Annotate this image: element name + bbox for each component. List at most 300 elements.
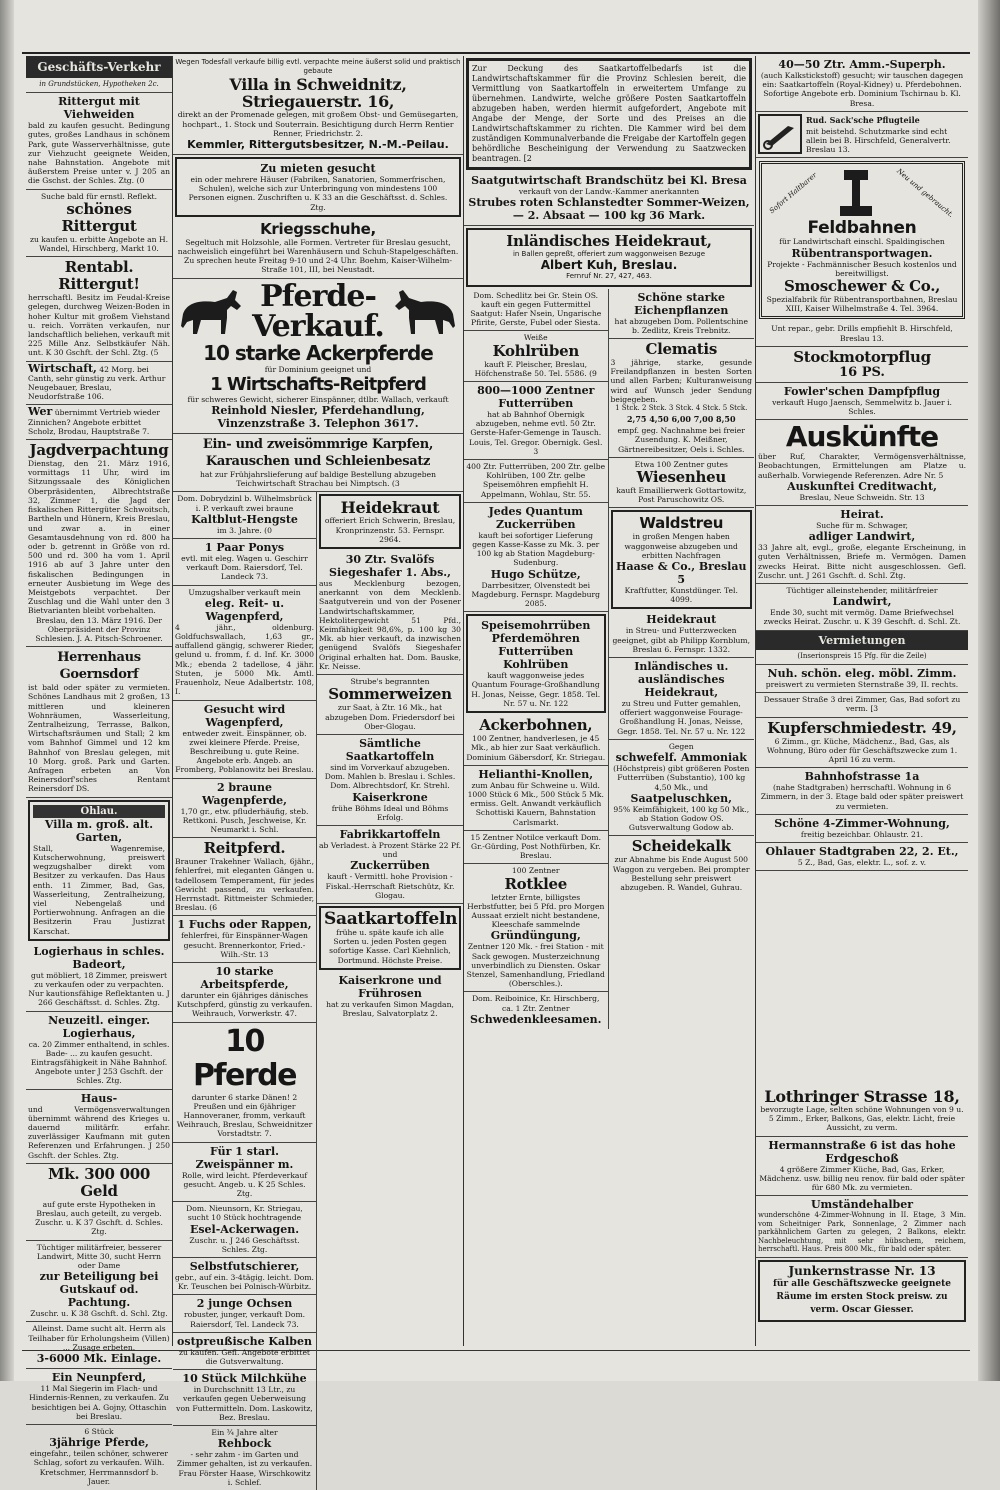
ad-title: 10 starke Arbeitspferde,: [200, 964, 289, 991]
ad-text: 15 Zentner Notilce verkauft Dom. Gr.-Gürding, Post Nothfürben, Kr. Breslau.: [470, 832, 601, 861]
ad-text: ab Verladest. à Prozent Stärke 22 Pf. und: [319, 840, 461, 860]
ad-text: 6 Stück: [84, 1426, 114, 1436]
ad-text: für Dominium geeignet und: [264, 364, 372, 374]
ad-title: Heidekraut: [646, 613, 717, 627]
ad-text: Tüchtiger alleinstehender, militärfreier: [786, 586, 938, 596]
ad-text: sind im Vorverkauf abzugeben. Dom. Mahlen b. Breslau i. Schles. Dom. Albrechtsdorf, Kr. Strehl.: [324, 762, 456, 791]
ad-title: Sommerweizen: [328, 685, 452, 704]
classified-ad: [756, 383, 968, 420]
ad-text: Neu und gebraucht.: [894, 166, 955, 219]
ad-text: 33 Jahre alt, evgl., große, elegante Erscheinung, in guten Verhältnissen, Briefe m. Vermögen. Damen zwecks Heirat. Bitte nicht ausgeschlossen. Gefl. Zuschr. unt. J 261 Gschft. d. Schl. Ztg.: [758, 543, 966, 580]
ad-title: Jagdverpachtung: [29, 441, 169, 460]
ad-text: zu Streu und Futter gemahlen, offeriert waggonweise Fourage-Großhandlung H. Jonas, Neisse, Gegr. 1858. Tel. Nr. 57 u. Nr. 122: [617, 699, 746, 736]
classified-ad: [173, 1370, 316, 1426]
classified-ad: [756, 815, 968, 843]
ad-text: und Vermögensverwaltungen übernimmt während des Krieges u. dauernd militärfr. erfahr. zuverlässiger Kaufmann mit guten Referenzen und Erfahrungen. J 250 Gschft. der Schles. Ztg.: [28, 1104, 170, 1160]
classified-ad: [173, 1258, 316, 1295]
ad-text: Brauner Trakehner Wallach, 6jähr., fehlerfrei, mit eleganten Gängen u. tadellosem Temperament, für jedes Gewicht passend, zu verkaufen. Herrnstadt. Rittmeister Schmieder, Breslau. (6: [175, 857, 314, 913]
classified-ad: [317, 735, 463, 826]
classified-ad: [26, 647, 172, 797]
rental-ad-block: [756, 1086, 968, 1324]
horse-banner: [177, 278, 459, 344]
classified-ad: [173, 963, 316, 1023]
classified-ad: [317, 551, 463, 675]
classified-ad: [464, 331, 608, 382]
classified-ad: [26, 440, 172, 647]
ad-text: Zuschr. u. K 38 Gschft. d. Schl. Ztg.: [30, 1309, 168, 1319]
classified-ad: [756, 768, 968, 815]
ad-title: Rübentransportwagen.: [791, 246, 933, 260]
classified-ad: [26, 405, 172, 440]
ad-text: Zuschr. u. J 246 Geschäftsst. Schles. Ztg.: [189, 1235, 300, 1254]
classified-ad: [173, 838, 316, 916]
ad-title: Sämtliche Saatkartoffeln: [345, 736, 435, 763]
ad-text: 1,70 gr., etw. pfluderhäufig, steb. Rettkoni. Pusch, Jeschweise, Kr. Neumarkt i. Schl.: [180, 806, 309, 834]
classified-ad: [759, 161, 965, 319]
classified-ad: [26, 190, 172, 258]
ad-title: Zu mieten gesucht: [260, 162, 376, 176]
ad-text: Strube's begrannten: [350, 677, 430, 687]
ad-text: Ende 30, sucht mit vermög. Dame Briefwechsel zwecks Heirat. Zuschr. u. K 39 Geschft. d. Schl. Zt.: [763, 608, 961, 627]
ad-title: Herrenhaus Goernsdorf: [57, 650, 141, 683]
ad-text: in Ballen gepreßt, offeriert zum waggonweisen Bezuge: [512, 250, 706, 259]
classified-ad: [464, 289, 608, 332]
classified-ad: [611, 510, 753, 609]
ad-text: Zur Deckung des Saatkartoffelbedarfs ist die Landwirtschaftskammer für die Provinz Schlesien bereit, die Vermittlung von Saatkartoffeln in erweitertem Umfange zu übernehmen. Landwirte, welche größere Posten Saatkartoffeln abzugeben haben, werden hiermit aufgefordert, Angebote mit Angabe der Menge, der Sorte und des Preises an die Landwirtschaftskammer zu richten. Die Kammer wird bei dem zuständigen Kommunalverbande die Freigabe der Kartoffeln gegen behördliche Bescheinigung der Verwendung zu Saatzwecken beantragen. [2: [472, 64, 747, 163]
ad-subcolumn: [609, 289, 755, 1029]
classified-ad: [609, 611, 755, 658]
classified-ad: [26, 93, 172, 189]
ad-title: 30 Ztr. Svalöfs Siegeshafer 1. Abs.,: [329, 553, 451, 580]
ad-text: 6 Zimm., gr. Küche, Mädchenz., Bad, Gas, als Wohnung, Büro oder für Geschäftszwecke zum 1. April 16 zu verm.: [766, 736, 958, 764]
column-2: [173, 56, 463, 1487]
classified-ad: [758, 1260, 966, 1322]
ad-title: Scheidekalk: [631, 837, 731, 856]
ad-text: Dom. Reiboinice, Kr. Hirschberg, ca. 1 Ztr. Zentner: [472, 994, 600, 1013]
ad-text: zur Abnahme bis Ende August 500 Waggon zu vergeben. Bei prompter Bestellung sehr preiswert abzugeben. R. Wandel, Guhrau.: [612, 855, 750, 892]
classified-ad: [319, 494, 461, 549]
classified-ad: [26, 257, 172, 361]
classified-ad: [173, 1023, 316, 1143]
ad-signature: Breslau, den 13. März 1916. Der Oberpräsident der Provinz Schlesien. J. A. Pitsch-Schroener.: [35, 615, 163, 643]
classified-ad: [756, 112, 968, 159]
ad-text: eingefahr., teilen schöner, schwerer Schlag, sofort zu verkaufen. Wilh. Kretschmer, Herrmannsdorf b. Jauer.: [29, 1449, 169, 1486]
ad-text: Dienstag, den 21. März 1916, vormittags 11 Uhr, wird im Sitzungssaale des Königlichen Oberpräsidenten, Albrechtstraße 32, Zimmer 1, die Jagd der fiskalischen Rittergüter Schwoitsch, Bartheln und Hünern, Kreis Breslau, und zwar a. in einer Gesamtausdehnung von rd. 800 ha oder b. getrennt in Größe von rd. 500 und rd. 300 ha vom 1. April 1916 ab auf 3 Jahre unter den fiskalischen Bedingungen in erneuter Ausbietung im Wege des Meistgebots verpachtet. Der Zuschlag und die Wahl unter den 3 Bietvarianten bleibt vorbehalten.: [28, 459, 170, 616]
plough-trademark-icon: [758, 114, 802, 154]
ad-title: Neuzeitl. einger. Logierhaus,: [48, 1013, 150, 1040]
classified-ad: [317, 675, 463, 735]
ad-title: Heidekraut: [340, 498, 440, 518]
ad-text: 3 jährige, starke, gesunde Freilandpflanzen in besten Sorten und allen Farben; Kulturanweisung wird auf Wunsch jeder Sendung beigegeben.: [610, 358, 752, 404]
classified-ad: [317, 972, 463, 1021]
classified-ad: [464, 382, 608, 460]
ad-text: kauft Emaillierwerk Gottartowitz, Post Paruschowitz OS.: [616, 486, 747, 505]
classified-ad: [26, 1012, 172, 1090]
classified-ad: [756, 347, 968, 383]
ad-text: 100 Zentner: [511, 866, 560, 876]
ad-title: Ein Neunpferd,: [51, 1371, 147, 1385]
ad-title: Logierhaus in schles. Badeort,: [33, 944, 165, 971]
horse-icon: [177, 284, 247, 340]
classified-ad: [26, 1322, 172, 1369]
ad-text: entweder zweit. Einspänner, ob. zwei kleinere Pferde. Preise, Beschreibung u. gute Reine. Angebote erb. Angeb. an Fromberg, Poblanowitz bei Breslau.: [175, 728, 314, 775]
ad-title: 10 Stück Milchkühe: [182, 1372, 307, 1386]
ad-title: Selbstfutschierer,: [189, 1260, 300, 1273]
ad-text: Suche für m. Schwager,: [816, 521, 908, 531]
ad-text: darunter ein 6jähriges dänisches Kutschpferd, günstig zu verkaufen. Weihrauch, Vorwerkstr. 47.: [176, 990, 313, 1019]
ad-text: Breslau, Neue Schweidn. Str. 13: [799, 492, 925, 502]
ad-title: Clematis: [645, 340, 717, 359]
classified-ad: [464, 831, 608, 865]
ad-title: Esel-Ackerwagen.: [189, 1222, 300, 1236]
ad-text: 42 Morg. bei Canth, sehr günstig zu verk. Arthur Neugebauer, Breslau, Neudorfstraße 106.: [28, 364, 166, 402]
classified-ad: [756, 506, 968, 584]
classified-ad: [173, 1333, 316, 1370]
ad-text: kauft F. Pleischer, Breslau, Höfchenstraße 50. Tel. 5586. (9: [474, 359, 597, 378]
section-subheader: (Inserionspreis 15 Pfg. für die Zeile): [756, 650, 968, 665]
ad-text: 4 jähr., oldenburg. Goldfuchswallach, 1,63 gr., auffallend gängig, schwerer Rieder, gelund u. fromm, f. d. Inf. Kr. 3000 Mk.; ebenda 2 tadellose, 4 jähr. Stuten, je 5000 Mk. Amtl. Frauenholz, Neue Adalbertstr. 108, I.: [175, 622, 314, 697]
scan-edge-left: [0, 0, 14, 1381]
classified-ad: [756, 584, 968, 631]
ad-title: Kohlrüben: [492, 341, 579, 360]
ad-header: Ohlau.: [33, 805, 165, 818]
ad-text: 95% Keimfähigkeit, 100 kg 50 Mk., ab Station Godow OS. Gutsverwaltung Godow ab.: [613, 804, 750, 833]
ad-text: direkt an der Promenade gelegen, mit großem Obst- und Gemüsegarten, hochpart., 1. Stock und Souterrain. Besichtigung durch Herrn Rentier Renner, Friedrichstr. 2.: [177, 110, 459, 138]
ad-title: Umständehalber: [810, 1198, 914, 1212]
ad-title: Auskunftei Creditwacht,: [787, 479, 937, 493]
ad-title: Kaltblut-Hengste: [191, 512, 298, 526]
classified-ad: [756, 1086, 968, 1137]
ad-text: über Ruf, Charakter, Vermögensverhältnisse, Beobachtungen, Ermittelungen am Platze u. außerhalb. Vorwiegende Referenzen. Adre Nr. 5: [758, 452, 966, 480]
ad-title: Ein- und zweisömmrige Karpfen, Karauschen und Schleienbesatz: [202, 437, 434, 470]
ad-title: Jedes Quantum Zuckerrüben: [488, 504, 583, 531]
ad-text: in großen Mengen haben waggonweise abzugeben und erbitten Nachfragen: [624, 532, 738, 560]
ad-text: (nahe Stadtgraben) herrschaftl. Wohnung in 6 Zimmern, in der 3. Etage bald oder später preiswert zu vermieten.: [760, 783, 964, 811]
price-table-header: 1 Stck. 2 Stck. 3 Stck. 4 Stck. 5 Stck.: [615, 404, 748, 413]
ad-title: Reitpferd.: [203, 839, 286, 858]
ad-title: Saatkartoffeln: [324, 908, 458, 929]
ad-text: verkauft von der Landw.-Kammer anerkannten: [518, 187, 700, 196]
classified-ad: [173, 434, 463, 492]
ad-title: Fowler'schen Dampfpflug: [783, 384, 941, 398]
ad-title: Kupferschmiedestr. 49,: [767, 718, 957, 737]
ad-text: 5 Z., Bad, Gas, elektr. L., sof. z. v.: [797, 857, 927, 867]
ad-text: Dessauer Straße 3 drei Zimmer, Gas, Bad sofort zu verm. [3: [763, 695, 961, 714]
ad-text: preiswert zu vermieten Sternstraße 39, II. rechts.: [765, 679, 959, 689]
ad-text: zur Saat, à Ztr. 16 Mk., hat abzugeben Dom. Friedersdorf bei Ober-Glogau.: [325, 703, 455, 731]
ad-title: Rehbock: [217, 1437, 272, 1451]
ad-text: 16 PS.: [839, 364, 885, 380]
ad-text: letzter Ernte, billigstes Herbstfutter, bei 5 Pfd. pro Morgen Aussaat erzielt nicht bestandene, Kleeschafe sammelnde: [467, 892, 605, 930]
ad-title: Hermannstraße 6 ist das hohe Erdgeschoß: [768, 1138, 956, 1165]
ad-text: hat ab Bahnhof Obernigk abzugeben, nehme evtl. 50 Ztr. Gerste-Hafer-Gemenge in Tausch. Louis, Tel. Gregor. Obernigk. Gesl. 3: [469, 410, 603, 456]
classified-ad: [28, 800, 170, 941]
ad-text: bald zu kaufen gesucht. Bedingung gutes, großes Landhaus in schönem Park, gute Wasserverhältnisse, gute zur Viehzucht geeignete Weiden, nahe Bahnstation. Angebote mit äußerstem Preise unter v. J 205 an die Gschst. der Schles. Ztg. (0: [28, 121, 170, 186]
ad-title: Helianthi-Knollen,: [478, 767, 594, 781]
price-table-values: 2,75 4,50 6,00 7,00 8,50: [626, 414, 736, 425]
classified-ad: [319, 906, 461, 970]
ad-text: hat zu verkaufen Simon Magdan, Breslau, Salvatorplatz 2.: [326, 999, 454, 1018]
ad-title: Feldbahnen: [807, 218, 917, 239]
ad-text: 100 Zentner, handverlesen, je 45 Mk., ab hier zur Saat verkäuflich. Dominium Gäbersdorf, Kr. Striegau.: [466, 734, 606, 762]
ad-text: gebr., auf ein. 3-4tägig. leicht. Dom. Kr. Teuschen bei Polnisch-Würbitz.: [175, 1273, 314, 1292]
ad-title: 10 starke Ackerpferde: [203, 340, 433, 365]
ad-text: Darrbesitzer, Olvenstedt bei Magdeburg. Fernspr. Magdeburg 2085.: [471, 580, 601, 609]
ad-title: 2 junge Ochsen: [196, 1297, 293, 1311]
classified-ad: [26, 1425, 172, 1489]
ad-text: Kraftfutter, Kunstdünger. Tel. 4099.: [624, 586, 738, 605]
ad-text: für alle Geschäftszwecke geeignete Räume im ersten Stock preisw. zu verm. Oscar Giesser.: [772, 1278, 952, 1315]
ad-title: ostpreußische Kalben: [177, 1334, 312, 1348]
classified-ad: [609, 458, 755, 509]
column-1: [26, 56, 172, 1486]
classified-ad: [173, 279, 463, 434]
classified-ad: [26, 362, 172, 406]
classified-ad: [464, 503, 608, 612]
ad-text: offeriert Erich Schwerin, Breslau, Kronprinzenstr. 53. Fernspr. 2964.: [324, 516, 456, 544]
ad-title: adliger Landwirt,: [808, 530, 916, 544]
ad-text: für schweres Gewicht, sicherer Einspänner, dtlbr. Wallach, verkauft: [187, 394, 449, 404]
ad-title: Landwirt,: [832, 595, 892, 609]
ad-title: Nuh. schön. eleg. möbl. Zimm.: [767, 666, 957, 680]
ad-title: zur Beteiligung bei Gutskauf od. Pachtung.: [39, 1270, 159, 1310]
ad-text: herrschaftl. Besitz im Feudal-Kreise gelegen, durchweg Weizen-Boden in hoher Kultur mit großem Viehstand u. reich. Vorräten verkaufen, nur landschaftlich beliehen, verkauft mit 225 Mille Anz. Selbstkäufer Näh. unt. K 30 Gschft. der Schl. Ztg. (5: [28, 293, 170, 358]
ad-title: Strubes roten Schlanstedter Sommer-Weizen,: [468, 196, 750, 210]
ad-title: Für 1 starl. Zweispänner m.: [195, 1144, 294, 1171]
ad-text: fehlerfrei, für Einspänner-Wagen gesucht. Brennerkontor, Fried.-Wilh.-Str. 13: [181, 931, 308, 959]
ad-text: in Durchschnitt 13 Ltr., zu verkaufen gegen Ueberweisung von Futtermitteln. Dom. Laskowitz, Bez. Breslau.: [176, 1385, 313, 1422]
ad-text: evtl. mit eleg. Wagen u. Geschirr verkauft Dom. Raiersdorf, Tel. Landeck 73.: [181, 554, 308, 582]
ad-text: Gegen: [668, 741, 694, 751]
classified-ad: [609, 836, 755, 895]
classified-ad: [173, 779, 316, 839]
classified-ad: [464, 864, 608, 992]
ad-title: Ackerbohnen,: [479, 716, 593, 735]
ad-title: Heirat.: [840, 508, 884, 522]
ad-title: Mk. 300 000 Geld: [48, 1164, 150, 1200]
top-rule: [22, 52, 970, 54]
ad-text: Rolle, wird leicht. Pferdeverkauf gesucht. Angeb. u. K 25 Schles. Ztg.: [181, 1170, 308, 1198]
ad-title: Schöne 4-Zimmer-Wohnung,: [774, 816, 950, 830]
ad-title: Ohlauer Stadtgraben 22, 2. Et.,: [765, 844, 959, 858]
classified-ad: [464, 766, 608, 831]
ad-text: ein oder mehrere Häuser (Fabriken, Sanatorien, Sommerfrischen, Schulen), welche sich zur Unterbringung von mindestens 100 Personen eignen. Zuschriften u. K 33 an die Geschäftsst. d. Schles. Ztg.: [188, 175, 448, 212]
ad-text: Dom. Dobrydzinl b. Wilhelmsbrück i. P. verkauft zwei braune: [177, 494, 312, 513]
ad-text: kauft - Vermittl. hohe Provision - Fiskal.-Herrschaft Rietschütz, Kr. Glogau.: [325, 872, 455, 900]
ad-text: Spezialfabrik für Rübentransportbahnen, Breslau XIII, Kaiser Wilhelmstraße 4. Tel. 3964.: [766, 295, 958, 314]
classified-ad: [173, 1295, 316, 1332]
ad-title: Pferde-Verkauf.: [252, 278, 384, 344]
ad-title: 3jährige Pferde,: [49, 1436, 149, 1450]
section-header: Vermietungen: [756, 631, 968, 650]
ad-subcolumn: [173, 492, 317, 1490]
ad-title: Albert Kuh, Breslau.: [540, 258, 678, 273]
ad-text: mit beistehd. Schutzmarke sind echt allein bei B. Hirschfeld, Generalvertr. Breslau 13.: [806, 126, 951, 155]
ad-title: Junkernstrasse Nr. 13: [788, 1263, 936, 1278]
ad-text: Stall, Wagenremise, Kutscherwohnung, preiswert wegzugshalber direkt vom Besitzer zu verkaufen. Das Haus enth. 11 Zimmer, Bad, Gas, Wasserleitung, Zentralheizung, viel Nebengelaß und Portierwohnung. Anfragen an die Besitzerin Frau Justizrat Karschat.: [33, 843, 165, 936]
ad-subcolumn: [464, 289, 609, 1029]
classified-ad: [756, 843, 968, 871]
ad-text: Dom. Nieunsorn, Kr. Striegau, sucht 10 Stück hochtragende: [186, 1204, 303, 1223]
classified-ad: [464, 992, 608, 1028]
ad-title: Wer: [28, 405, 53, 419]
ad-text: ca. 20 Zimmer enthaltend, in schles. Bade- ... zu kaufen gesucht. Eintragsfähigkeit in Nähe Bahnhof. Angebote unter J 253 Gschft. der Schles. Ztg.: [28, 1039, 170, 1086]
ad-text: (auch Kalkstickstoff) gesucht; wir tauschen dagegen ein: Saatkartoffeln (Royal-Kidney) u. Pferdebohnen. Sofortige Angebote erb. Dominium Tschirnau b. Kl. Bresa.: [760, 71, 964, 108]
ad-text: (Höchstpreis) gibt größeren Posten Futterrüben (Substantio), 100 kg 4,50 Mk., und: [613, 764, 750, 792]
ad-title: Inländisches Heidekraut,: [506, 232, 712, 251]
ad-title: Villa m. groß. alt. Garten,: [44, 817, 154, 844]
ad-text: verkauft Hugo Jaensch, Semmelwitz b. Jauer i. Schles.: [772, 397, 952, 417]
ad-text: ist bald oder später zu vermieten. Schönes Landhaus mit 2 großen, 13 mittleren und kleineren Wohnräumen, Wasserleitung, Zentralheizung, Terrasse, Balkon, Wirtschaftsräumen und Stall; 2 km vom Bahnhof Gimmel und 12 km Bahnhof von Breslau gelegen, mit 10 Morg. groß. Park und Garten. Anfragen erbeten an Von Reinersdorf'sches Rentamt Reinersdorf DS.: [28, 683, 170, 794]
ad-title: Haase & Co., Breslau 5: [616, 560, 747, 587]
ad-title: 10 Pferde: [192, 1023, 296, 1093]
ad-text: darunter 6 starke Dänen! 2 Preußen und ein 6jähriger Hannoveraner, fromm, verkauft Weihrauch, Breslau, Schweidnitzer Vorstadtstr. 7.: [176, 1092, 313, 1139]
ad-text: wunderschöne 4-Zimmer-Wohnung in II. Etage, 3 Min. vom Scheitniger Park, Sonnenlage, 2 Zimmer nach parkähnlichem Garten zu gelegen, 2 Balkons, elektr. Nachbeleuchtung, mit sehr hübschem, reichem, herrschaftl. Haus. Preis 800 Mk., für bald oder später.: [758, 1211, 966, 1254]
ad-text: kauft bei sofortiger Lieferung gegen Kasse-Kasse zu Mk. 3. per 100 kg ab Station Magdeburg-Sudenburg.: [472, 530, 600, 568]
scan-edge-right: [978, 0, 1000, 1381]
classified-ad: [173, 56, 463, 155]
classified-ad: [26, 1241, 172, 1323]
classified-ad: [173, 1426, 316, 1490]
ad-text: Weiße: [523, 333, 548, 343]
classified-ad: [609, 740, 755, 836]
classified-ad: [173, 1202, 316, 1258]
classified-ad: [464, 172, 754, 226]
ad-title: Rittergut mit Viehweiden: [58, 95, 140, 122]
ad-text: auf gute erste Hypotheken in Breslau, auch geteilt, zu vergeb. Zuschr. u. K 37 Gschft. d. Schles. Ztg.: [35, 1199, 163, 1237]
classified-ad: [173, 539, 316, 586]
ad-text: Unt repar., gebr. Drills empfiehlt B. Hirschfeld, Breslau 13.: [771, 324, 953, 343]
ad-text: Tüchtiger militärfreier, besserer Landwirt, Mitte 30, sucht Herrn oder Dame: [36, 1242, 162, 1271]
classified-ad: [466, 58, 752, 170]
ad-text: gut möbliert, 18 Zimmer, preiswert zu verkaufen oder zu verpachten. Nur kautionsfähige Reflektanten u. J 266 Geschäftsst. d. Schles. Ztg.: [28, 970, 170, 1008]
ad-title: Schwedenkleesamen.: [470, 1012, 602, 1026]
ad-signature: Kemmler, Rittergutsbesitzer, N.-M.-Peilau.: [187, 138, 449, 152]
ad-title: Stockmotorpflug: [793, 347, 931, 366]
classified-ad: [26, 1090, 172, 1164]
classified-ad: [756, 718, 968, 769]
classified-ad: [464, 715, 608, 766]
ad-text: Projekte - Fachmännischer Besuch kostenlos und bereitwilligst.: [767, 259, 957, 278]
classified-ad: [609, 339, 755, 458]
ad-title: 1 Paar Ponys: [204, 541, 285, 555]
ad-title: Zuckerrüben: [350, 859, 430, 873]
classified-ad: [756, 56, 968, 112]
ad-title: 2 braune Wagenpferde,: [202, 780, 287, 807]
classified-ad: [756, 1196, 968, 1258]
ad-text: aus Mecklenburg bezogen, anerkannt von dem Mecklenb. Saatgutverein und von der Posener Landwirtschaftskammer, Hektolitergewicht 51 Pfd., Keimfähigkeit 98,6%, p. 100 kg 30 Mk. ab hier verkauft, da inzwischen genügend Svalöfs Siegeshafer Original erhalten hat. Dom. Bauske, Kr. Neisse.: [319, 579, 461, 671]
ad-title: Inländisches u. ausländisches Heidekraut,: [634, 660, 729, 700]
ad-title: Villa in Schweidnitz, Striegauerstr. 16,: [229, 75, 407, 112]
ad-text: hat abzugeben Dom. Pollentschine b. Zedlitz, Kreis Trebnitz.: [614, 316, 748, 335]
ad-text: zu kaufen. Gefl. Angebote erbittet die Gutsverwaltung.: [179, 1347, 310, 1367]
classified-ad: [175, 157, 461, 217]
ad-text: empf. geg. Nachnahme bei freier Zusendung. K. Meißner, Gärtnereibesitzer, Oels i. Schles.: [617, 426, 745, 454]
ad-title: Fabrikkartoffeln: [339, 827, 441, 841]
classified-ad: [756, 420, 968, 506]
classified-ad: [173, 492, 316, 539]
ad-text: Wegen Todesfall verkaufe billig evtl. verpachte meine äußerst solid und praktisch gebaute: [175, 58, 461, 76]
ad-text: Fernruf Nr. 27, 427, 463.: [566, 272, 652, 281]
ad-text: 4 größere Zimmer Küche, Bad, Gas, Erker, Mädchenz. usw. billig neu renov. für bald oder später für 680 Mk. zu vermieten.: [759, 1164, 965, 1193]
ad-title: Hugo Schütze,: [490, 567, 581, 581]
ad-text: Segeltuch mit Holzsohle, alle Formen. Vertreter für Breslau gesucht, nachweislich eingeführt bei Warenhäusern und Schuh-Stapelgeschäften. Zu sprechen heute Freitag 9-10 und 2-4 Uhr. Boehm, Kaiser-Wilhelm-Straße 101, III, bei Neustadt.: [177, 237, 459, 275]
classified-ad: [173, 1143, 316, 1203]
ad-text: kauft waggonweise jedes Quantum Fourage-Großhandlung H. Jonas, Neisse, Gegr. 1858. Tel. Nr. 57 u. Nr. 122: [471, 671, 601, 708]
classified-ad: [756, 665, 968, 693]
classified-ad: [609, 289, 755, 339]
column-3: [464, 56, 754, 1346]
ad-text: Zentner 120 Mk. - frei Station - mit Sack gewogen. Musterzeichnung unverbindlich zu Diensten. Oskar Stenzel, Samenhandlung, Friedland (Oberschles.).: [466, 942, 605, 989]
ad-title: Gesucht wird Wagenpferd,: [203, 702, 286, 729]
ad-title: Bahnhofstrasse 1a: [804, 770, 920, 784]
ad-title: 40—50 Ztr. Amm.-Superph.: [778, 58, 946, 71]
rail-profile-icon: [832, 166, 880, 220]
ad-title: Waldstreu: [639, 514, 724, 533]
classified-ad: [173, 701, 316, 779]
ad-subcolumn: [317, 492, 463, 1490]
ad-title: schönes Rittergut: [61, 199, 137, 235]
ad-signature: Reinhold Niesler, Pferdehandlung, Vinzenzstraße 3. Telephon 3617.: [211, 404, 425, 431]
ad-title: Auskünfte: [785, 420, 939, 454]
ad-text: hat zur Frühjahrslieferung auf baldige Bestellung abzugeben Teichwirtschaft Strachau bei Nimptsch. (3: [200, 470, 436, 489]
ad-title: Lothringer Strasse 18,: [764, 1087, 960, 1106]
classified-ad: [466, 614, 606, 713]
ad-text: zu kaufen u. erbitte Angebote an H. Wandel, Hirschberg, Markt 10.: [29, 234, 169, 254]
classified-ad: [756, 693, 968, 717]
ad-title: schwefelf. Ammoniak: [615, 751, 747, 765]
ad-title: Rotklee: [504, 874, 567, 893]
ad-text: übernimmt Vertrieb wieder Zinnichen? Angebote erbittet Scholz, Brodau, Hauptstraße 7.: [28, 408, 160, 436]
ad-text: in Streu- und Futterzwecken geeignet, gibt ab Philipp Kornblum, Breslau 6. Fernspr. 1332.: [612, 626, 751, 654]
classified-ad: [756, 322, 968, 346]
ad-title: 1 Fuchs oder Rappen,: [177, 918, 312, 932]
ad-title: Rentabl. Rittergut!: [58, 258, 140, 294]
classified-ad: [609, 658, 755, 740]
ad-title: Saatgutwirtschaft Brandschütz bei Kl. Bresa: [471, 174, 747, 187]
ad-text: bevorzugte Lage, selten schöne Wohnungen von 9 u. 5 Zimm., Erker, Balkons, Gas, elektr. Licht, freie Aussicht, zu verm.: [760, 1105, 964, 1133]
ad-text: 400 Ztr. Futterrüben, 200 Ztr. gelbe Kohlrüben, 100 Ztr. gelbe Speisemöhren empfiehlt H. Appelmann, Wohlau, Str. 55.: [466, 462, 606, 499]
ad-title: eleg. Reit- u. Wagenpferd,: [204, 596, 285, 623]
ad-text: — 2. Absaat — 100 kg 36 Mark.: [512, 209, 706, 223]
horse-icon: [389, 284, 459, 340]
ad-title: 3-6000 Mk. Einlage.: [36, 1352, 162, 1366]
classified-ad: [317, 826, 463, 904]
ad-title: Saatpeluschken,: [630, 791, 732, 805]
classified-ad: [173, 219, 463, 279]
ad-text: zum Anbau für Schweine u. Wild. 1000 Stück 6 Mk., 500 Stück 5 Mk. ermiss. Gelt. Anwandt verkäuflich Schottiski Kauern, Bahnstation Carlsmarkt.: [467, 780, 604, 827]
ad-title: Kaiserkrone: [352, 790, 428, 804]
classified-ad: [26, 1164, 172, 1241]
ad-title: Kaiserkrone und Frührosen: [338, 973, 442, 1000]
ad-text: Sofort Haltbarer: [767, 170, 819, 215]
classified-ad: [26, 1369, 172, 1425]
ad-title: Rud. Sack'sche Pflugteile: [806, 114, 920, 125]
ad-title: Schöne starke Eichenpflanzen: [634, 290, 729, 317]
ad-title: 800—1000 Zentner Futterrüben: [477, 384, 595, 411]
ad-text: Ein ¾ Jahre alter: [211, 1428, 278, 1438]
classified-ad: [173, 916, 316, 963]
classified-ad: [173, 586, 316, 701]
classified-ad: [464, 460, 608, 503]
ad-text: für Landwirtschaft einschl. Spaldingischen: [779, 237, 945, 247]
ad-text: freitig bezeichbar. Ohlaustr. 21.: [800, 829, 924, 839]
ad-text: - sehr zahm - im Garten und Zimmer gehalten, ist zu verkaufen. Frau Förster Haase, Wirschkowitz i. Schlef.: [176, 1450, 313, 1487]
ad-title: Speisemohrrüben Pferdemöhren Futterrüben Kohlrüben: [481, 619, 591, 672]
ad-text: im 3. Jahre. (0: [217, 525, 272, 535]
ad-text: Dom. Schedlitz bei Gr. Stein OS. kauft ein gegen Futtermittel Saatgut: Hafer Nsein, Ungarische Pfirite, Gerste, Fubel oder Siesta.: [470, 290, 602, 328]
ad-title: Gründüngung,: [490, 929, 581, 943]
